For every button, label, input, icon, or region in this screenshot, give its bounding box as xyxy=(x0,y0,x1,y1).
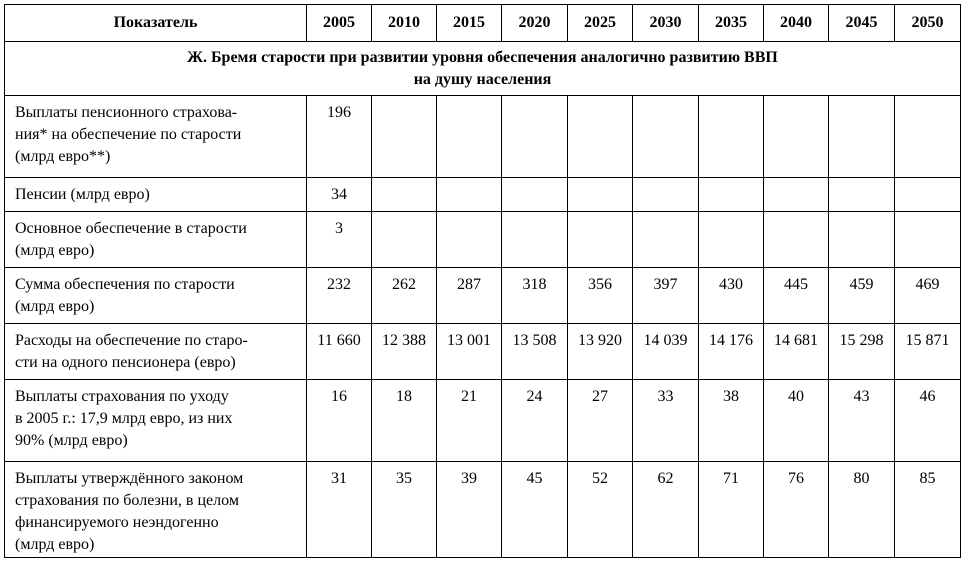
row-label-line: финансируемого неэндогенно xyxy=(15,514,219,531)
row-value-cell xyxy=(502,212,568,268)
section-title-cell xyxy=(5,42,961,96)
data-table-wrapper xyxy=(4,4,961,558)
row-value-cell: 11 660 xyxy=(307,324,372,380)
row-value-cell: 43 xyxy=(829,380,895,462)
row-label-line: Расходы на обеспечение по старо- xyxy=(15,332,248,349)
section-title-row xyxy=(5,42,961,96)
row-label-line: (млрд евро**) xyxy=(15,148,111,165)
table-body xyxy=(5,42,961,558)
row-value-cell xyxy=(829,212,895,268)
header-cell-year: 2040 xyxy=(764,5,829,42)
row-label-line: сти на одного пенсионера (евро) xyxy=(15,354,236,371)
row-value-cell: 15 298 xyxy=(829,324,895,380)
row-value-cell: 52 xyxy=(568,462,633,558)
row-value-cell xyxy=(895,212,961,268)
row-label-line: 90% (млрд евро) xyxy=(15,432,128,449)
row-value-cell: 430 xyxy=(699,268,764,324)
section-title-line: Ж. Бремя старости при развитии уровня обеспечения аналогично развитию ВВП xyxy=(187,49,778,66)
row-value-cell: 33 xyxy=(633,380,699,462)
row-value-cell xyxy=(568,96,633,178)
table-row xyxy=(5,96,961,178)
row-value-cell: 62 xyxy=(633,462,699,558)
row-value-cell xyxy=(437,96,502,178)
row-value-cell: 14 176 xyxy=(699,324,764,380)
row-value-cell: 15 871 xyxy=(895,324,961,380)
row-label-line: Пенсии (млрд евро) xyxy=(15,186,150,203)
row-value-cell: 397 xyxy=(633,268,699,324)
row-value-cell: 34 xyxy=(307,178,372,212)
section-title-line: на душу населения xyxy=(413,71,552,88)
row-value-cell xyxy=(502,178,568,212)
row-label-cell xyxy=(5,268,307,324)
row-value-cell: 38 xyxy=(699,380,764,462)
row-value-cell: 469 xyxy=(895,268,961,324)
row-value-cell: 24 xyxy=(502,380,568,462)
row-value-cell: 3 xyxy=(307,212,372,268)
row-value-cell xyxy=(437,212,502,268)
row-value-cell: 71 xyxy=(699,462,764,558)
header-cell-year: 2015 xyxy=(437,5,502,42)
row-value-cell xyxy=(699,178,764,212)
row-label-line: Выплаты пенсионного страхова- xyxy=(15,104,238,121)
row-value-cell xyxy=(633,178,699,212)
row-value-cell xyxy=(699,96,764,178)
header-cell-year: 2005 xyxy=(307,5,372,42)
row-value-cell xyxy=(568,178,633,212)
table-row xyxy=(5,212,961,268)
row-value-cell: 46 xyxy=(895,380,961,462)
row-value-cell: 459 xyxy=(829,268,895,324)
header-cell-year: 2050 xyxy=(895,5,961,42)
row-label-line: Выплаты утверждённого законом xyxy=(15,470,244,487)
row-value-cell xyxy=(764,178,829,212)
row-label-line: (млрд евро) xyxy=(15,298,95,315)
row-value-cell: 27 xyxy=(568,380,633,462)
row-label-line: Сумма обеспечения по старости xyxy=(15,276,235,293)
row-label-cell xyxy=(5,324,307,380)
row-value-cell: 31 xyxy=(307,462,372,558)
row-value-cell: 76 xyxy=(764,462,829,558)
pension-data-table xyxy=(4,4,961,558)
row-value-cell: 85 xyxy=(895,462,961,558)
row-label-cell xyxy=(5,178,307,212)
row-label-line: Выплаты страхования по уходу xyxy=(15,388,229,405)
row-value-cell xyxy=(895,178,961,212)
row-value-cell: 14 039 xyxy=(633,324,699,380)
row-value-cell: 196 xyxy=(307,96,372,178)
header-cell-indicator: Показатель xyxy=(5,5,307,42)
header-cell-year: 2030 xyxy=(633,5,699,42)
row-value-cell: 35 xyxy=(372,462,437,558)
row-label-line: (млрд евро) xyxy=(15,536,95,553)
row-value-cell xyxy=(633,212,699,268)
row-value-cell: 45 xyxy=(502,462,568,558)
row-label-cell xyxy=(5,212,307,268)
header-cell-year: 2025 xyxy=(568,5,633,42)
row-value-cell xyxy=(437,178,502,212)
row-label-line: в 2005 г.: 17,9 млрд евро, из них xyxy=(15,410,233,427)
row-value-cell: 13 508 xyxy=(502,324,568,380)
row-value-cell: 356 xyxy=(568,268,633,324)
header-row xyxy=(5,5,961,42)
row-value-cell: 13 920 xyxy=(568,324,633,380)
row-value-cell: 262 xyxy=(372,268,437,324)
row-value-cell: 12 388 xyxy=(372,324,437,380)
header-cell-year: 2010 xyxy=(372,5,437,42)
row-label-cell xyxy=(5,380,307,462)
table-row xyxy=(5,380,961,462)
row-value-cell xyxy=(699,212,764,268)
table-row xyxy=(5,178,961,212)
row-label-line: Основное обеспечение в старости xyxy=(15,220,247,237)
row-label-cell xyxy=(5,96,307,178)
row-value-cell: 40 xyxy=(764,380,829,462)
row-value-cell: 18 xyxy=(372,380,437,462)
row-value-cell xyxy=(372,178,437,212)
row-value-cell xyxy=(372,96,437,178)
row-value-cell xyxy=(372,212,437,268)
row-value-cell: 16 xyxy=(307,380,372,462)
row-value-cell: 21 xyxy=(437,380,502,462)
row-value-cell: 287 xyxy=(437,268,502,324)
table-row xyxy=(5,324,961,380)
row-value-cell: 232 xyxy=(307,268,372,324)
row-value-cell: 39 xyxy=(437,462,502,558)
row-value-cell xyxy=(502,96,568,178)
table-row xyxy=(5,462,961,558)
row-label-line: страхования по болезни, в целом xyxy=(15,492,239,509)
header-cell-year: 2035 xyxy=(699,5,764,42)
row-value-cell xyxy=(895,96,961,178)
row-value-cell xyxy=(829,178,895,212)
row-value-cell xyxy=(568,212,633,268)
header-cell-year: 2020 xyxy=(502,5,568,42)
header-cell-year: 2045 xyxy=(829,5,895,42)
row-label-line: ния* на обеспечение по старости xyxy=(15,126,242,143)
table-row xyxy=(5,268,961,324)
row-value-cell: 445 xyxy=(764,268,829,324)
row-value-cell: 14 681 xyxy=(764,324,829,380)
row-label-line: (млрд евро) xyxy=(15,242,95,259)
row-label-cell xyxy=(5,462,307,558)
row-value-cell: 318 xyxy=(502,268,568,324)
row-value-cell: 80 xyxy=(829,462,895,558)
row-value-cell xyxy=(764,96,829,178)
row-value-cell xyxy=(633,96,699,178)
row-value-cell: 13 001 xyxy=(437,324,502,380)
row-value-cell xyxy=(764,212,829,268)
row-value-cell xyxy=(829,96,895,178)
